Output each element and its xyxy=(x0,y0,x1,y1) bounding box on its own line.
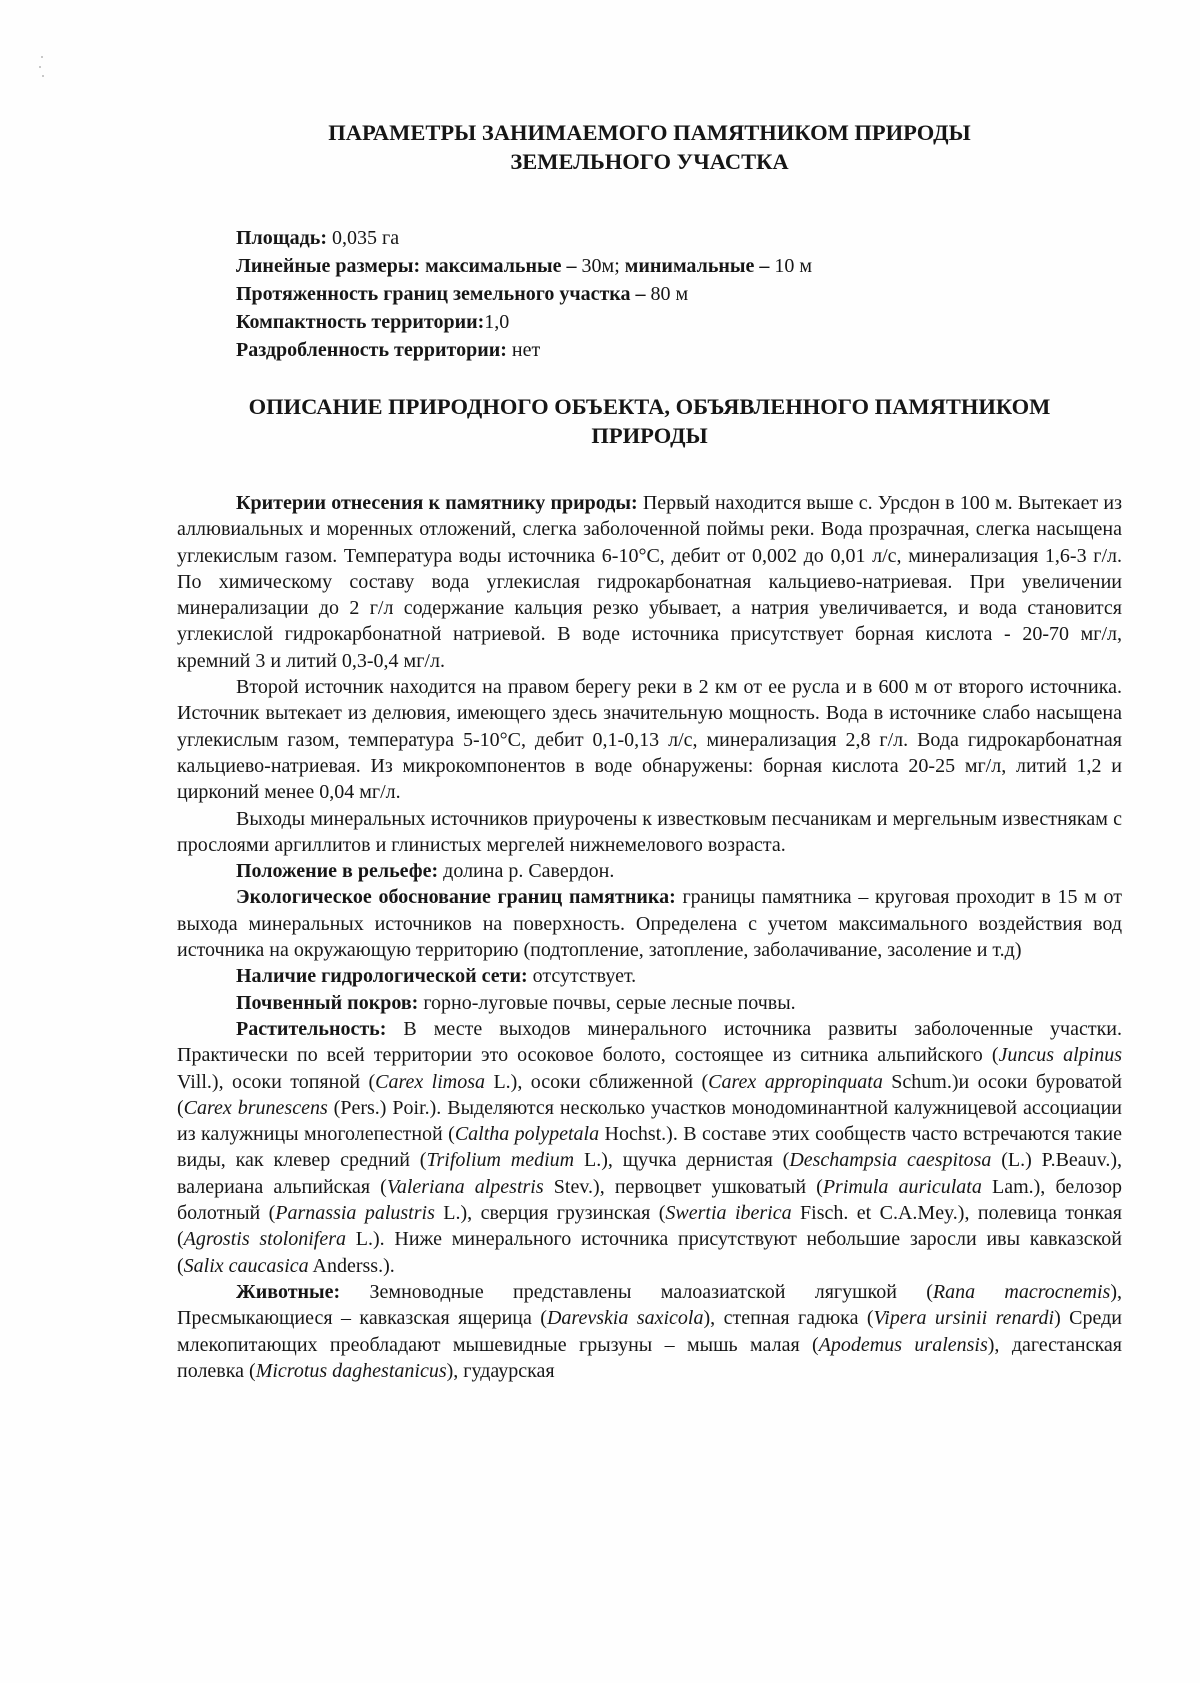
paragraph-text: долина р. Савердон. xyxy=(438,860,615,883)
species-name: Valeriana alpestris xyxy=(386,1175,544,1198)
param-boundary-length xyxy=(236,280,1122,308)
param-label: Протяженность границ земельного участка – xyxy=(236,283,646,305)
text-run: ), степная гадюка ( xyxy=(703,1307,874,1330)
land-parameters-list xyxy=(236,224,1122,364)
text-run: (L.) P.Beauv.), валериана альпийская ( xyxy=(177,1149,1123,1198)
paragraph-label: Почвенный покров: xyxy=(236,991,419,1014)
param-value: 10 м xyxy=(769,255,813,277)
param-value: 0,035 га xyxy=(327,227,400,249)
param-value: 80 м xyxy=(645,283,689,305)
paragraph-criteria xyxy=(177,490,1122,674)
species-name: Trifolium medium xyxy=(426,1149,575,1172)
paragraph-label: Наличие гидрологической сети: xyxy=(236,965,528,988)
param-label: Компактность территории: xyxy=(236,311,485,333)
heading-line: ОПИСАНИЕ ПРИРОДНОГО ОБЪЕКТА, ОБЪЯВЛЕННОГО ПАМЯТНИКОМ xyxy=(248,394,1051,419)
text-run: Schum.)и осоки буроватой ( xyxy=(177,1070,1123,1119)
paragraph-text: горно-луговые почвы, серые лесные почвы. xyxy=(418,991,796,1014)
heading-line: ПАРАМЕТРЫ ЗАНИМАЕМОГО ПАМЯТНИКОМ ПРИРОДЫ xyxy=(328,120,971,145)
text-run: Lam.), белозор болотный ( xyxy=(177,1175,1122,1225)
land-parameters-heading xyxy=(177,118,1122,176)
text-run: L.). Ниже минерального источника присутствуют небольшие заросли ивы кавказской ( xyxy=(177,1228,1122,1277)
param-label: минимальные – xyxy=(624,255,770,277)
text-run: L.), сверция грузинская ( xyxy=(434,1202,666,1225)
param-value: нет xyxy=(506,339,541,361)
param-value: 30м; xyxy=(576,255,625,277)
text-run: ) Среди млекопитающих преобладают мышевидные грызуны – мышь малая ( xyxy=(177,1307,1123,1356)
text-run: Hochst.). В составе этих сообществ часто встречаются такие виды, как клевер средний ( xyxy=(177,1123,1122,1172)
paragraph-label: Растительность: xyxy=(236,1017,387,1040)
species-name: Vipera ursinii renardi xyxy=(873,1307,1055,1330)
species-name: Salix caucasica xyxy=(183,1254,309,1277)
species-name: Carex brunescens xyxy=(183,1096,328,1119)
paragraph-second-source: Второй источник находится на правом берегу реки в 2 км от ее русла и в 600 м от второго источника. Источник вытекает из делювия, имеющего здесь значительную мощность. Вода в источнике слабо насыщена углекислым газом, температура 5-10°С, дебит 0,1-0,13 л/с, минерализация 2,8 г/л. Вода гидрокарбонатная кальциево-натриевая. Из микрокомпонентов в воде обнаружены: борная кислота 20-25 мг/л, литий 1,2 и цирконий менее 0,04 мг/л. xyxy=(177,676,1122,804)
species-name: Deschampsia caespitosa xyxy=(789,1149,992,1172)
text-run: Fisch. et C.A.Mey.), полевица тонкая ( xyxy=(177,1202,1122,1251)
text-run: ), Пресмыкающиеся – кавказская ящерица ( xyxy=(177,1280,1122,1330)
species-name: Rana macrocnemis xyxy=(932,1280,1111,1303)
param-value: 1,0 xyxy=(484,311,510,333)
paragraph-hydro xyxy=(177,963,1122,989)
paragraph-label: Критерии отнесения к памятнику природы: xyxy=(236,492,638,514)
species-name: Parnassia palustris xyxy=(275,1202,435,1225)
paragraph-outlets: Выходы минеральных источников приурочены к известковым песчаникам и мергельным известнякам с прослоями аргиллитов и глинистых мергелей нижнемелового возраста. xyxy=(177,807,1122,856)
param-compactness xyxy=(236,308,1122,336)
species-name: Juncus alpinus xyxy=(998,1044,1122,1067)
paragraph-text: Первый находится выше с. Урсдон в 100 м. Вытекает из аллювиальных и моренных отложений, слегка заболоченной поймы реки. Вода прозрачная, слегка насыщена углекислым газом. Температура воды источника 6-10°С, дебит от 0,002 до 0,01 л/с, минерализация 1,6-3 г/л. По химическому составу вода углекислая гидрокарбонатная кальциево-натриевая. При увеличении минерализации до 2 г/л содержание кальция резко убывает, а натрия увеличивается, и вода становится углекислой гидрокарбонатной натриевой. В воде источника присутствует борная кислота - 20-70 мг/л, кремний 3 и литий 0,3-0,4 мг/л. xyxy=(177,492,1122,672)
heading-line: ПРИРОДЫ xyxy=(591,423,708,448)
object-description-heading xyxy=(177,392,1122,450)
paragraph-relief xyxy=(177,858,1122,884)
param-linear-dimensions xyxy=(236,252,1122,280)
scan-artifact-dots xyxy=(38,56,48,86)
text-run: В месте выходов минерального источника развиты заболоченные участки. Практически по всей территории это осоковое болото, состоящее из ситника альпийского ( xyxy=(177,1017,1122,1067)
paragraph-label: Экологическое обоснование границ памятника: xyxy=(236,886,676,909)
species-name: Apodemus uralensis xyxy=(818,1333,988,1356)
text-run: (Pers.) Poir.). Выделяются несколько участков монодоминантной калужницевой ассоциации из калужницы многолепестной ( xyxy=(177,1096,1122,1146)
param-label: Раздробленность территории: xyxy=(236,339,507,361)
text-run: Anderss.). xyxy=(308,1254,395,1277)
paragraph-eco-boundary xyxy=(177,884,1122,963)
species-name: Swertia iberica xyxy=(665,1202,792,1225)
text-run: ), дагестанская полевка ( xyxy=(177,1333,1122,1382)
species-name: Microtus daghestanicus xyxy=(255,1359,447,1382)
paragraph-text: отсутствует. xyxy=(527,965,637,988)
species-name: Carex appropinquata xyxy=(708,1070,883,1093)
text-run: L.), щучка дернистая ( xyxy=(574,1149,790,1172)
species-name: Carex limosa xyxy=(375,1070,486,1093)
text-run: L.), осоки сближенной ( xyxy=(485,1070,709,1093)
paragraph-soil xyxy=(177,990,1122,1016)
text-run: ), гудаурская xyxy=(446,1359,555,1382)
param-area xyxy=(236,224,1122,252)
species-name: Primula auriculata xyxy=(822,1175,982,1198)
heading-line: ЗЕМЕЛЬНОГО УЧАСТКА xyxy=(510,149,789,174)
species-name: Darevskia saxicola xyxy=(546,1307,704,1330)
text-run: Stev.), первоцвет ушковатый ( xyxy=(543,1175,823,1198)
param-fragmentation xyxy=(236,336,1122,364)
species-name: Caltha polypetala xyxy=(454,1123,600,1146)
text-run: Земноводные представлены малоазиатской лягушкой ( xyxy=(340,1280,933,1303)
paragraph-label: Положение в рельефе: xyxy=(236,860,439,883)
paragraph-vegetation xyxy=(177,1016,1122,1279)
paragraph-text: границы памятника – круговая проходит в 15 м от выхода минеральных источников на поверхность. Определена с учетом максимального воздействия вод источника на окружающую территорию (подтопление, затопление, заболачивание, засоление и т.д) xyxy=(177,886,1122,962)
param-label: Площадь: xyxy=(236,227,328,249)
species-name: Agrostis stolonifera xyxy=(183,1228,347,1251)
paragraph-animals xyxy=(177,1279,1122,1384)
param-label: Линейные размеры: максимальные – xyxy=(236,255,577,277)
description-body xyxy=(177,490,1122,1384)
text-run: Vill.), осоки топяной ( xyxy=(177,1070,376,1093)
paragraph-label: Животные: xyxy=(236,1280,341,1303)
document-content xyxy=(177,118,1122,1384)
